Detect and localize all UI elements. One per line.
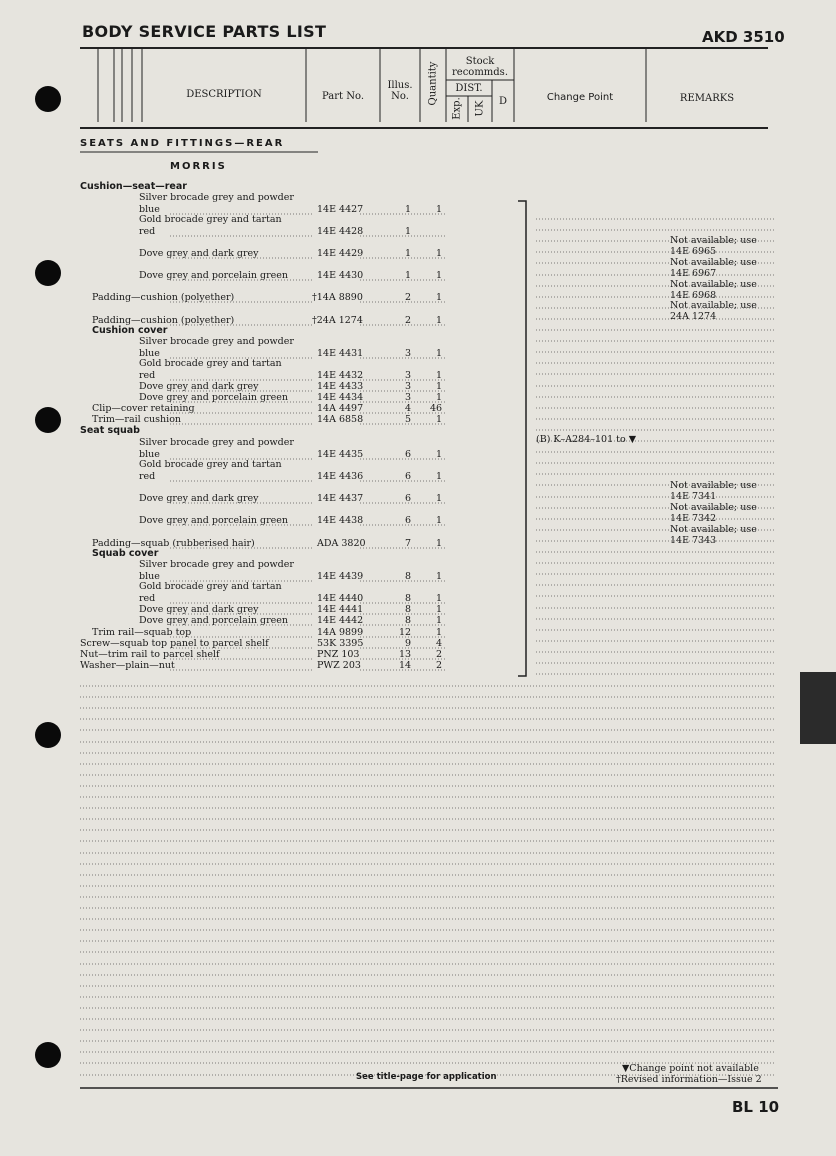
illus-number: 1 [405, 270, 412, 281]
remark-text: 14E 6968 [670, 290, 717, 301]
part-description: Cushion cover [92, 325, 168, 336]
part-number: 14A 6858 [317, 414, 364, 425]
quantity-value: 1 [436, 381, 443, 392]
part-number: PNZ 103 [317, 649, 360, 660]
part-number: 14E 4441 [317, 604, 364, 615]
illus-number: 9 [405, 638, 412, 649]
quantity-value: 1 [436, 571, 443, 582]
part-description: Dove grey and dark grey [139, 381, 259, 392]
part-number: 14E 4434 [317, 392, 364, 403]
illus-number: 3 [405, 381, 412, 392]
quantity-value: 1 [436, 348, 443, 359]
col-illus-2: No. [391, 91, 409, 102]
change-point: (B) K–A284–101 to ▼ [536, 434, 637, 445]
part-description: Padding—cushion (polyether) [92, 292, 235, 303]
col-stock-2: recommds. [452, 67, 508, 78]
part-description: red [139, 226, 156, 237]
part-number: †24A 1274 [312, 315, 363, 326]
col-description: DESCRIPTION [186, 89, 262, 100]
illus-number: 8 [405, 593, 412, 604]
illus-number: 2 [405, 315, 412, 326]
illus-number: 8 [405, 615, 412, 626]
part-description: Trim rail—squab top [92, 627, 192, 638]
part-number: 14E 4433 [317, 381, 364, 392]
illus-number: 4 [405, 403, 412, 414]
part-description: Gold brocade grey and tartan [139, 581, 282, 592]
illus-number: 3 [405, 370, 412, 381]
part-number: 14E 4437 [317, 493, 364, 504]
part-number: †14A 8890 [312, 292, 363, 303]
quantity-value: 4 [436, 638, 443, 649]
illus-number: 3 [405, 348, 412, 359]
part-description: Gold brocade grey and tartan [139, 214, 282, 225]
quantity-value: 1 [436, 493, 443, 504]
part-description: Screw—squab top panel to parcel shelf [80, 638, 269, 649]
quantity-value: 1 [436, 615, 443, 626]
quantity-value: 1 [436, 449, 443, 460]
part-description: Cushion—seat—rear [80, 181, 187, 192]
quantity-value: 1 [436, 270, 443, 281]
quantity-value: 1 [436, 292, 443, 303]
illus-number: 3 [405, 392, 412, 403]
footer-note-revised: †Revised information—Issue 2 [616, 1074, 762, 1085]
document-code: AKD 3510 [702, 28, 785, 46]
quantity-value: 1 [436, 414, 443, 425]
part-description: blue [139, 348, 160, 359]
part-number: 14E 4430 [317, 270, 364, 281]
illus-number: 14 [399, 660, 412, 671]
part-description: red [139, 593, 156, 604]
illus-number: 5 [405, 414, 412, 425]
illus-number: 1 [405, 204, 412, 215]
col-change-point: Change Point [546, 92, 614, 103]
part-description: Clip—cover retaining [92, 403, 195, 414]
part-description: blue [139, 204, 160, 215]
remark-text: Not available; use [670, 300, 757, 311]
illus-number: 6 [405, 449, 412, 460]
col-exp: Exp. [451, 97, 463, 120]
part-number: 14A 9899 [317, 627, 364, 638]
part-description: Silver brocade grey and powder [139, 192, 294, 203]
part-number: 14E 4431 [317, 348, 364, 359]
part-number: 14E 4432 [317, 370, 364, 381]
part-description: Gold brocade grey and tartan [139, 459, 282, 470]
quantity-value: 1 [436, 538, 443, 549]
illus-number: 8 [405, 604, 412, 615]
quantity-value: 1 [436, 315, 443, 326]
illus-number: 12 [399, 627, 412, 638]
part-description: Squab cover [92, 548, 159, 559]
quantity-value: 2 [436, 649, 443, 660]
part-number: 14E 4436 [317, 471, 364, 482]
part-number: 14E 4435 [317, 449, 364, 460]
part-number: 14A 4497 [317, 403, 364, 414]
part-description: Dove grey and porcelain green [139, 515, 289, 526]
quantity-value: 46 [430, 403, 443, 414]
quantity-value: 2 [436, 660, 443, 671]
footer-note-change-point: ▼Change point not available [622, 1063, 759, 1074]
col-illus-1: Illus. [387, 80, 413, 91]
part-description: Washer—plain—nut [80, 660, 175, 671]
section-title: SEATS AND FITTINGS—REAR [80, 138, 285, 149]
col-remarks: REMARKS [679, 93, 735, 104]
part-number: ADA 3820 [317, 538, 366, 549]
part-description: Dove grey and dark grey [139, 493, 259, 504]
part-number: 14E 4428 [317, 226, 364, 237]
part-number: 14E 4429 [317, 248, 364, 259]
quantity-value: 1 [436, 392, 443, 403]
part-description: Dove grey and dark grey [139, 604, 259, 615]
quantity-value: 1 [436, 515, 443, 526]
remark-text: 24A 1274 [670, 311, 717, 322]
quantity-value: 1 [436, 604, 443, 615]
remark-text: 14E 6965 [670, 246, 717, 257]
col-part-no: Part No. [322, 91, 364, 102]
col-dist: DIST. [455, 83, 483, 94]
part-description: Dove grey and porcelain green [139, 392, 289, 403]
part-description: red [139, 370, 156, 381]
remark-text: 14E 7343 [670, 535, 717, 546]
part-description: blue [139, 449, 160, 460]
part-number: 53K 3395 [317, 638, 364, 649]
part-number: 14E 4442 [317, 615, 364, 626]
part-description: Padding—squab (rubberised hair) [92, 538, 255, 549]
illus-number: 1 [405, 226, 412, 237]
part-number: 14E 4440 [317, 593, 364, 604]
part-number: 14E 4427 [317, 204, 364, 215]
quantity-value: 1 [436, 627, 443, 638]
illus-number: 8 [405, 571, 412, 582]
part-description: Seat squab [80, 425, 140, 436]
remark-text: Not available; use [670, 257, 757, 268]
remark-text: 14E 6967 [670, 268, 717, 279]
illus-number: 6 [405, 515, 412, 526]
remark-text: Not available; use [670, 279, 757, 290]
part-number: 14E 4439 [317, 571, 364, 582]
illus-number: 13 [399, 649, 412, 660]
part-description: Gold brocade grey and tartan [139, 358, 282, 369]
part-description: Dove grey and dark grey [139, 248, 259, 259]
illus-number: 1 [405, 248, 412, 259]
page-title: BODY SERVICE PARTS LIST [82, 22, 327, 41]
part-description: blue [139, 571, 160, 582]
part-number: PWZ 203 [317, 660, 361, 671]
illus-number: 6 [405, 471, 412, 482]
remark-text: Not available; use [670, 524, 757, 535]
quantity-value: 1 [436, 370, 443, 381]
part-description: Dove grey and porcelain green [139, 615, 289, 626]
remark-text: Not available; use [670, 480, 757, 491]
col-d: D [498, 96, 508, 107]
remark-text: 14E 7342 [670, 513, 717, 524]
col-stock-1: Stock [465, 56, 495, 67]
part-description: Silver brocade grey and powder [139, 437, 294, 448]
part-description: Silver brocade grey and powder [139, 336, 294, 347]
part-description: Trim—rail cushion [92, 414, 182, 425]
illus-number: 2 [405, 292, 412, 303]
quantity-value: 1 [436, 204, 443, 215]
col-quantity: Quantity [427, 61, 439, 106]
quantity-value: 1 [436, 248, 443, 259]
remark-text: Not available; use [670, 235, 757, 246]
remark-text: Not available; use [670, 502, 757, 513]
footer-application: See title-page for application [356, 1072, 497, 1082]
section-make: MORRIS [170, 161, 227, 172]
part-description: Padding—cushion (polyether) [92, 315, 235, 326]
quantity-value: 1 [436, 593, 443, 604]
part-description: red [139, 471, 156, 482]
part-description: Silver brocade grey and powder [139, 559, 294, 570]
page-number: BL 10 [732, 1098, 780, 1116]
remark-text: 14E 7341 [670, 491, 717, 502]
col-uk: UK [474, 100, 486, 117]
part-description: Nut—trim rail to parcel shelf [80, 649, 220, 660]
illus-number: 6 [405, 493, 412, 504]
part-description: Dove grey and porcelain green [139, 270, 289, 281]
part-number: 14E 4438 [317, 515, 364, 526]
quantity-value: 1 [436, 471, 443, 482]
illus-number: 7 [405, 538, 412, 549]
